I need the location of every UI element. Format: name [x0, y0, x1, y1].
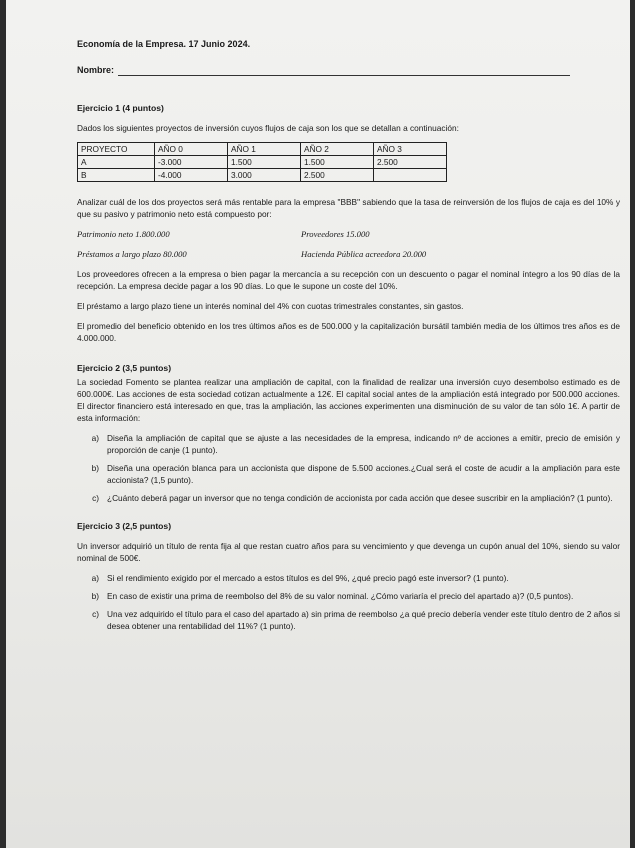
table-cell: -3.000	[155, 156, 228, 169]
question-text: Diseña la ampliación de capital que se ajuste a las necesidades de la empresa, indicando nº de acciones a emitir, precio de emisión y proporción de canje (1 punto).	[107, 433, 620, 455]
table-header-cell: PROYECTO	[78, 143, 155, 156]
question-label: c)	[92, 609, 99, 619]
table-header-cell: AÑO 2	[301, 143, 374, 156]
name-label: Nombre:	[77, 65, 115, 75]
exercise-3-heading: Ejercicio 3 (2,5 puntos)	[77, 521, 172, 531]
exercise-1-heading: Ejercicio 1 (4 puntos)	[77, 103, 164, 113]
cash-flow-table	[77, 142, 447, 182]
table-cell: -4.000	[155, 169, 228, 182]
name-row	[77, 64, 620, 76]
balance-items-row	[77, 248, 620, 260]
exercise-1-paragraph: El promedio del beneficio obtenido en los tres últimos años es de 500.000 y la capitalización bursátil también media de los últimos tres años es de 4.000.000.	[77, 321, 620, 343]
question-label: c)	[92, 493, 99, 503]
table-cell: B	[78, 169, 155, 182]
question-label: b)	[91, 591, 99, 601]
question-text: Una vez adquirido el título para el caso del apartado a) sin prima de reembolso ¿a qué precio debería vender este título dentro de 2 años si desea obtener una rentabilidad del 11%? (1 punto).	[107, 609, 620, 631]
exercise-2-heading: Ejercicio 2 (3,5 puntos)	[77, 363, 172, 373]
question-item	[77, 590, 620, 602]
table-header-row	[78, 143, 447, 156]
table-row	[78, 169, 447, 182]
table-header-cell: AÑO 0	[155, 143, 228, 156]
question-label: b)	[91, 463, 99, 473]
question-item	[77, 608, 620, 632]
table-cell	[374, 169, 447, 182]
exam-title: Economía de la Empresa. 17 Junio 2024.	[77, 39, 251, 49]
question-text: En caso de existir una prima de reembolso del 8% de su valor nominal. ¿Cómo variaría el precio del apartado a)? (0,5 puntos).	[107, 591, 574, 601]
question-label: a)	[91, 573, 99, 583]
table-cell: 2.500	[301, 169, 374, 182]
balance-item: Hacienda Pública acreedora 20.000	[301, 249, 427, 259]
exercise-1-paragraph: El préstamo a largo plazo tiene un interés nominal del 4% con cuotas trimestrales constantes, sin gastos.	[77, 301, 464, 311]
table-cell: 1.500	[301, 156, 374, 169]
balance-item: Préstamos a largo plazo 80.000	[77, 249, 187, 259]
balance-items-row	[77, 228, 620, 240]
exam-sheet	[6, 0, 630, 848]
question-text: ¿Cuánto deberá pagar un inversor que no tenga condición de accionista por cada acción que desee suscribir en la ampliación? (1 punto).	[107, 493, 613, 503]
exercise-1-intro: Dados los siguientes proyectos de inversión cuyos flujos de caja son los que se detallan a continuación:	[77, 123, 459, 133]
table-cell: A	[78, 156, 155, 169]
question-text: Si el rendimiento exigido por el mercado a estos títulos es del 9%, ¿qué precio pagó este inversor? (1 punto).	[107, 573, 509, 583]
table-row	[78, 156, 447, 169]
question-item	[77, 492, 620, 504]
question-item	[77, 572, 620, 584]
exercise-1-paragraph: Los proveedores ofrecen a la empresa o bien pagar la mercancía a su recepción con un descuento o pagar el nominal íntegro a los 90 días de la recepción. La empresa decide pagar a los 90 días. Lo que le supone un coste del 10%.	[77, 269, 620, 291]
balance-item: Patrimonio neto 1.800.000	[77, 229, 170, 239]
question-item	[77, 462, 620, 486]
question-item	[77, 432, 620, 456]
name-line	[118, 67, 570, 76]
question-label: a)	[91, 433, 99, 443]
exercise-3-intro: Un inversor adquirió un título de renta fija al que restan cuatro años para su vencimiento y que devenga un cupón anual del 10%, siendo su valor nominal de 500€.	[77, 541, 620, 563]
table-header-cell: AÑO 1	[228, 143, 301, 156]
exercise-2-intro: La sociedad Fomento se plantea realizar una ampliación de capital, con la finalidad de realizar una inversión cuyo desembolso estimado es de 600.000€. Las acciones de esta sociedad cotizan actualmente a 12€. El capital social antes de la ampliación está integrado por 500.000 acciones. El director financiero está interesado en que, tras la ampliación, las acciones experimenten una disminución de su valor de tan sólo 1€. A partir de esta información:	[77, 377, 620, 423]
question-text: Diseña una operación blanca para un accionista que dispone de 5.500 acciones.¿Cual será el coste de acudir a la ampliación para este accionista? (1,5 punto).	[107, 463, 620, 485]
exercise-1-analysis: Analizar cuál de los dos proyectos será más rentable para la empresa "BBB" sabiendo que la tasa de reinversión de los flujos de caja es del 10% y que su pasivo y patrimonio neto está compuesto por:	[77, 197, 620, 219]
table-cell: 3.000	[228, 169, 301, 182]
table-cell: 2.500	[374, 156, 447, 169]
table-header-cell: AÑO 3	[374, 143, 447, 156]
table-cell: 1.500	[228, 156, 301, 169]
balance-item: Proveedores 15.000	[301, 229, 370, 239]
